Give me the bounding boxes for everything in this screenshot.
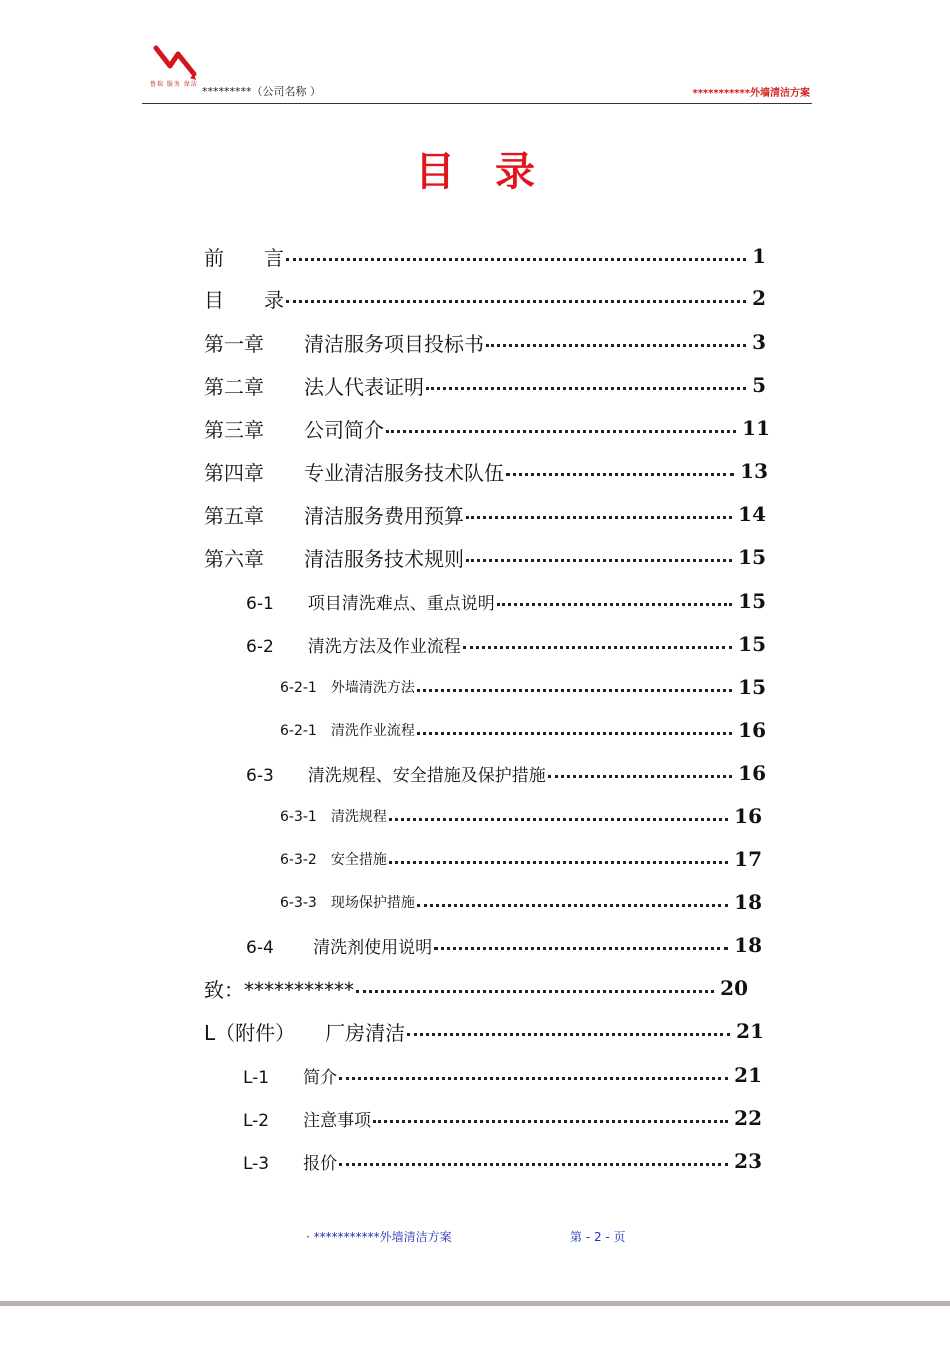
toc-leader bbox=[497, 603, 732, 606]
toc-leader bbox=[417, 732, 732, 735]
company-name: *********（公司名称 ） bbox=[202, 85, 321, 98]
toc-page-number: 18 bbox=[734, 933, 762, 957]
toc-page-number: 2 bbox=[752, 286, 766, 310]
toc-label: 致：*********** bbox=[204, 977, 354, 1002]
toc-leader bbox=[548, 775, 732, 778]
toc-entry[interactable] bbox=[204, 499, 766, 529]
toc-leader bbox=[389, 861, 728, 864]
logo-caption: 鲁瑞 服务 保洁 bbox=[150, 81, 198, 88]
toc-entry[interactable] bbox=[280, 887, 762, 917]
toc-page-number: 16 bbox=[738, 718, 766, 742]
header-divider bbox=[142, 103, 812, 104]
toc-page-number: 18 bbox=[734, 890, 762, 914]
page-title: 目录 bbox=[415, 149, 575, 195]
toc-label: 6-1 项目清洗难点、重点说明 bbox=[246, 593, 495, 614]
toc-leader bbox=[373, 1120, 728, 1123]
toc-label: 第三章 公司简介 bbox=[204, 417, 384, 442]
toc-label: 6-2-1 外墙清洗方法 bbox=[280, 680, 415, 696]
toc-entry[interactable] bbox=[204, 1016, 764, 1046]
toc-page-number: 3 bbox=[752, 330, 766, 354]
toc-label: 第六章 清洁服务技术规则 bbox=[204, 546, 464, 571]
toc-page-number: 15 bbox=[738, 589, 766, 613]
toc-leader bbox=[466, 559, 732, 562]
toc-leader bbox=[286, 300, 746, 303]
toc-entry[interactable] bbox=[204, 542, 766, 572]
toc-leader bbox=[434, 947, 728, 950]
toc-page-number: 21 bbox=[736, 1019, 764, 1043]
toc-entry[interactable] bbox=[204, 327, 766, 357]
toc-leader bbox=[356, 990, 714, 993]
toc-entry[interactable] bbox=[246, 586, 766, 616]
toc-page-number: 13 bbox=[740, 459, 768, 483]
toc-label: 6-3-2 安全措施 bbox=[280, 852, 387, 868]
toc-page-number: 11 bbox=[742, 416, 770, 440]
footer-document-name: · ***********外墙清洁方案 bbox=[306, 1230, 452, 1244]
toc-label: 6-3-3 现场保护措施 bbox=[280, 895, 415, 911]
toc-entry[interactable] bbox=[280, 801, 762, 831]
toc-entry[interactable] bbox=[204, 370, 766, 400]
toc-label: 6-3-1 清洗规程 bbox=[280, 809, 387, 825]
toc-entry[interactable] bbox=[204, 973, 748, 1003]
toc-label: L-2 注意事项 bbox=[243, 1110, 372, 1131]
toc-page-number: 16 bbox=[734, 804, 762, 828]
toc-leader bbox=[426, 387, 746, 390]
toc-leader bbox=[389, 818, 728, 821]
toc-leader bbox=[463, 646, 732, 649]
toc-leader bbox=[486, 344, 746, 347]
toc-label: 6-4 清洗剂使用说明 bbox=[246, 937, 433, 958]
toc-label: L（附件） 厂房清洁 bbox=[204, 1020, 406, 1045]
toc-entry[interactable] bbox=[243, 1103, 762, 1133]
toc-entry[interactable] bbox=[204, 413, 770, 443]
toc-entry[interactable] bbox=[246, 629, 766, 659]
toc-entry[interactable] bbox=[280, 672, 766, 702]
toc-page-number: 15 bbox=[738, 545, 766, 569]
toc-page-number: 15 bbox=[738, 675, 766, 699]
toc-page-number: 23 bbox=[734, 1149, 762, 1173]
toc-entry[interactable] bbox=[243, 1060, 762, 1090]
toc-leader bbox=[417, 689, 732, 692]
toc-page-number: 1 bbox=[752, 244, 766, 268]
toc-page-number: 14 bbox=[738, 502, 766, 526]
toc-leader bbox=[286, 258, 746, 261]
toc-leader bbox=[339, 1077, 728, 1080]
toc-label: 第一章 清洁服务项目投标书 bbox=[204, 331, 484, 356]
toc-entry[interactable] bbox=[246, 758, 766, 788]
toc-label: 第四章 专业清洁服务技术队伍 bbox=[204, 460, 504, 485]
toc-label: 前 言 bbox=[204, 245, 284, 270]
toc-page-number: 21 bbox=[734, 1063, 762, 1087]
toc-entry[interactable] bbox=[246, 930, 762, 960]
toc-page-number: 16 bbox=[738, 761, 766, 785]
toc-label: 6-2 清洗方法及作业流程 bbox=[246, 636, 461, 657]
toc-leader bbox=[386, 430, 736, 433]
toc-entry[interactable] bbox=[243, 1146, 762, 1176]
toc-page-number: 5 bbox=[752, 373, 766, 397]
toc-leader bbox=[466, 516, 732, 519]
toc-leader bbox=[339, 1163, 728, 1166]
toc-label: L-3 报价 bbox=[243, 1153, 338, 1174]
toc-page-number: 15 bbox=[738, 632, 766, 656]
toc-leader bbox=[506, 473, 734, 476]
toc-page-number: 20 bbox=[720, 976, 748, 1000]
toc-entry[interactable] bbox=[204, 283, 766, 313]
toc-entry[interactable] bbox=[204, 456, 768, 486]
toc-label: 第五章 清洁服务费用预算 bbox=[204, 503, 464, 528]
page-bottom-divider bbox=[0, 1301, 950, 1306]
document-subject: ***********外墙清洁方案 bbox=[692, 88, 810, 99]
toc-label: 6-2-1 清洗作业流程 bbox=[280, 723, 415, 739]
toc-leader bbox=[417, 904, 728, 907]
footer-page-number: 第 - 2 - 页 bbox=[570, 1230, 626, 1244]
toc-label: L-1 简介 bbox=[243, 1067, 338, 1088]
toc-page-number: 17 bbox=[734, 847, 762, 871]
toc-entry[interactable] bbox=[280, 844, 762, 874]
toc-leader bbox=[407, 1033, 730, 1036]
toc-entry[interactable] bbox=[280, 715, 766, 745]
toc-page-number: 22 bbox=[734, 1106, 762, 1130]
toc-label: 目 录 bbox=[204, 287, 284, 312]
toc-label: 6-3 清洗规程、安全措施及保护措施 bbox=[246, 765, 546, 786]
toc-label: 第二章 法人代表证明 bbox=[204, 374, 424, 399]
toc-entry[interactable] bbox=[204, 241, 766, 271]
